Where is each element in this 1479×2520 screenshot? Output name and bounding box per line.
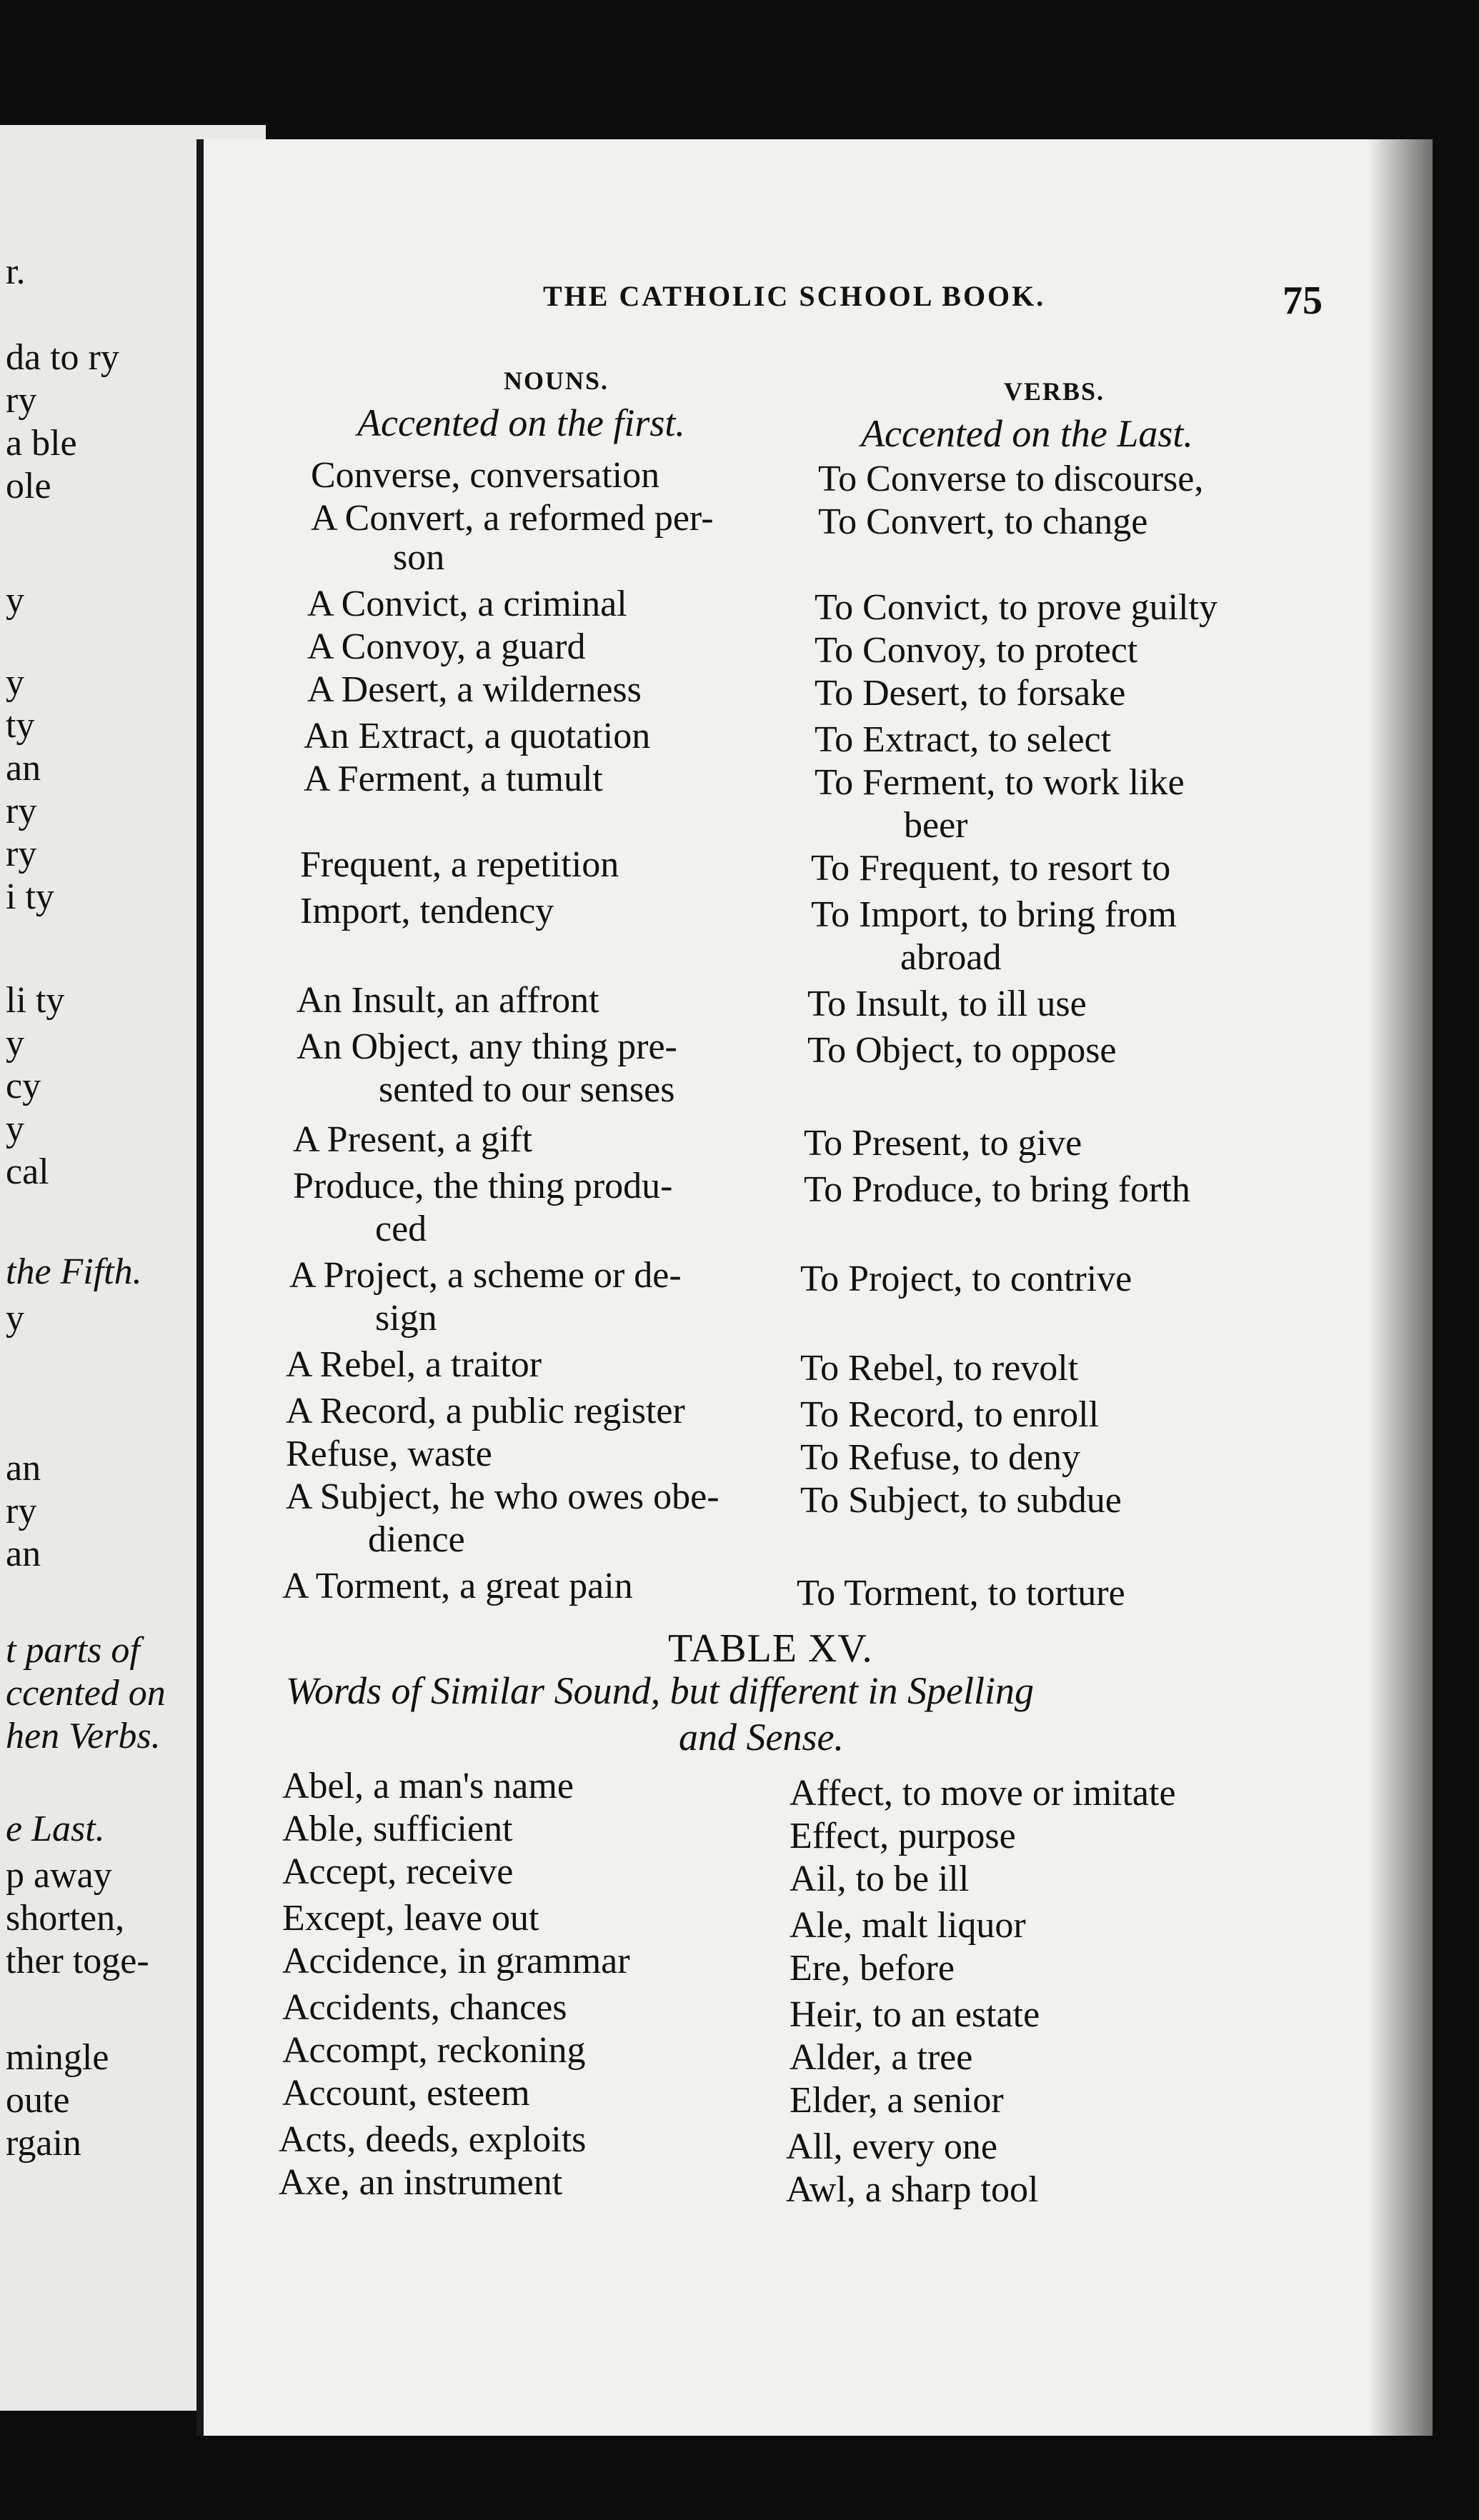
verb-entry: To Insult, to ill use [807, 984, 1087, 1024]
word-entry: Ere, before [790, 1948, 955, 1989]
table-xv-subtitle: Words of Similar Sound, but different in Spelling [286, 1669, 1035, 1712]
noun-entry: A Record, a public register [286, 1391, 685, 1431]
verb-entry: To Present, to give [804, 1123, 1082, 1164]
left-page-line: i ty [6, 876, 54, 917]
page-number: 75 [1283, 279, 1323, 323]
left-page-line: rgain [6, 2123, 81, 2164]
word-entry: Account, esteem [282, 2073, 530, 2114]
word-entry: Alder, a tree [790, 2037, 973, 2078]
left-page-line: y [6, 662, 24, 703]
word-entry: Acts, deeds, exploits [279, 2119, 587, 2160]
left-page-line: ry [6, 834, 37, 874]
verbs-accent-subheading: Accented on the Last. [861, 412, 1193, 455]
verbs-column-heading: VERBS. [1004, 377, 1105, 406]
noun-entry: A Project, a scheme or de- [289, 1255, 682, 1296]
noun-entry: A Convert, a reformed per- [311, 498, 714, 539]
left-page-line: y [6, 580, 24, 621]
verb-entry: To Convert, to change [818, 501, 1148, 542]
left-page-line: ry [6, 1491, 37, 1531]
word-entry: Elder, a senior [790, 2080, 1004, 2121]
noun-entry: A Rebel, a traitor [286, 1344, 542, 1385]
left-page-line: e Last. [6, 1809, 105, 1849]
verb-entry: To Extract, to select [815, 719, 1112, 760]
left-page-line: y [6, 1023, 24, 1064]
verb-entry: To Import, to bring from [811, 894, 1177, 935]
noun-entry: An Object, any thing pre- [297, 1026, 677, 1067]
left-page-line: ther toge- [6, 1941, 149, 1981]
noun-entry: A Torment, a great pain [282, 1566, 633, 1606]
left-page-line: cy [6, 1066, 41, 1106]
left-page-line: ry [6, 791, 37, 831]
noun-entry: A Convict, a criminal [307, 584, 627, 624]
word-entry: Affect, to move or imitate [790, 1773, 1176, 1814]
nouns-column-heading: NOUNS. [504, 366, 609, 395]
left-page-line: hen Verbs. [6, 1716, 161, 1756]
verb-entry: To Project, to contrive [800, 1259, 1132, 1299]
running-title: THE CATHOLIC SCHOOL BOOK. [543, 280, 1046, 312]
noun-entry: An Extract, a quotation [304, 716, 651, 756]
verb-entry: To Produce, to bring forth [804, 1169, 1190, 1210]
left-page-line: p away [6, 1855, 112, 1896]
verb-entry: To Rebel, to revolt [800, 1348, 1079, 1389]
noun-entry: Refuse, waste [286, 1434, 492, 1474]
noun-entry: Converse, conversation [311, 455, 660, 496]
noun-entry: Produce, the thing produ- [293, 1166, 673, 1206]
verb-entry: To Refuse, to deny [800, 1437, 1081, 1478]
table-xv-subtitle-continuation: and Sense. [679, 1716, 844, 1759]
noun-entry: A Ferment, a tumult [304, 759, 603, 799]
verb-entry: To Convict, to prove guilty [815, 587, 1217, 628]
book-page-75 [196, 139, 1433, 2436]
left-page-line: oute [6, 2080, 70, 2121]
left-page-line: shorten, [6, 1898, 125, 1939]
verb-entry: To Convoy, to protect [815, 630, 1138, 671]
word-entry: Awl, a sharp tool [786, 2169, 1039, 2210]
left-page-line: r. [6, 251, 26, 292]
verb-entry-continuation: beer [904, 805, 968, 846]
verb-entry: To Converse to discourse, [818, 459, 1204, 499]
word-entry: Heir, to an estate [790, 1994, 1040, 2035]
word-entry: Ale, malt liquor [790, 1905, 1026, 1946]
word-entry: All, every one [786, 2126, 998, 2167]
noun-entry-continuation: sign [375, 1298, 437, 1339]
verb-entry: To Record, to enroll [800, 1394, 1100, 1435]
word-entry: Accompt, reckoning [282, 2030, 586, 2071]
left-page-line: y [6, 1109, 24, 1149]
noun-entry: A Present, a gift [293, 1119, 533, 1160]
word-entry: Except, leave out [282, 1898, 539, 1939]
left-page-line: the Fifth. [6, 1251, 142, 1292]
left-page-line: an [6, 1534, 41, 1574]
word-entry: Abel, a man's name [282, 1766, 574, 1806]
verb-entry: To Object, to oppose [807, 1030, 1117, 1071]
word-entry: Accidence, in grammar [282, 1941, 630, 1981]
left-page-line: da to ry [6, 337, 119, 378]
left-page-line: li ty [6, 980, 65, 1021]
left-page-line: an [6, 748, 41, 789]
table-xv-heading: TABLE XV. [668, 1626, 873, 1671]
nouns-accent-subheading: Accented on the first. [357, 401, 685, 444]
left-page-line: ole [6, 466, 51, 506]
left-page-line: ty [6, 705, 35, 746]
left-page-line: cal [6, 1151, 49, 1192]
verb-entry: To Desert, to forsake [815, 673, 1126, 714]
verb-entry: To Ferment, to work like [815, 762, 1185, 803]
noun-entry: Frequent, a repetition [300, 844, 619, 885]
noun-entry-continuation: dience [368, 1519, 465, 1560]
noun-entry: An Insult, an affront [297, 980, 599, 1021]
verb-entry: To Frequent, to resort to [811, 848, 1171, 889]
noun-entry-continuation: sented to our senses [379, 1069, 675, 1110]
word-entry: Accept, receive [282, 1851, 514, 1892]
word-entry: Accidents, chances [282, 1987, 567, 2028]
left-page-line: a ble [6, 423, 77, 464]
left-page-line: ccented on [6, 1673, 166, 1714]
noun-entry: A Convoy, a guard [307, 626, 586, 667]
noun-entry: A Desert, a wilderness [307, 669, 642, 710]
left-page-line: t parts of [6, 1630, 140, 1671]
noun-entry-continuation: son [393, 537, 445, 578]
noun-entry-continuation: ced [375, 1209, 427, 1249]
word-entry: Able, sufficient [282, 1809, 513, 1849]
word-entry: Ail, to be ill [790, 1859, 970, 1899]
left-page-line: an [6, 1448, 41, 1489]
verb-entry: To Subject, to subdue [800, 1480, 1122, 1521]
noun-entry: Import, tendency [300, 891, 554, 931]
word-entry: Axe, an instrument [279, 2162, 563, 2203]
noun-entry: A Subject, he who owes obe- [286, 1476, 719, 1517]
verb-entry: To Torment, to torture [797, 1573, 1125, 1614]
left-page-line: y [6, 1298, 24, 1339]
verb-entry-continuation: abroad [900, 937, 1002, 978]
word-entry: Effect, purpose [790, 1816, 1016, 1856]
left-page-line: ry [6, 380, 37, 421]
left-page-line: mingle [6, 2037, 109, 2078]
